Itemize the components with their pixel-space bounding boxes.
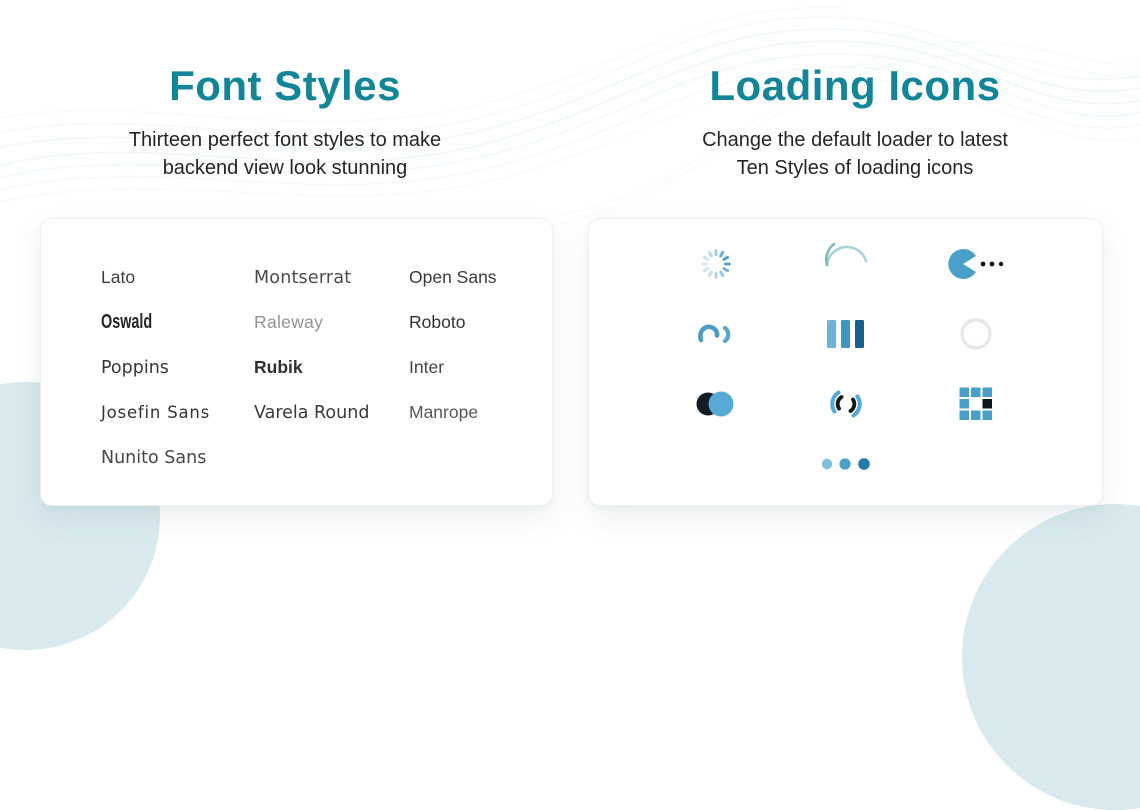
concentric-broken-rings-spinner-icon	[781, 369, 911, 439]
loaders-section	[570, 0, 1140, 506]
loading-icons-card	[588, 218, 1103, 506]
pacman-dots-spinner-icon	[911, 229, 1041, 299]
font-item-label: Josefin Sans	[101, 402, 211, 422]
font-item-label: Manrope	[409, 402, 479, 422]
thin-arc-spinner-icon	[781, 229, 911, 299]
font-item-label: Roboto	[409, 312, 466, 332]
font-item-label: Poppins	[101, 357, 169, 378]
font-item	[101, 358, 254, 378]
font-item-label: Raleway	[254, 312, 324, 332]
loading-icons-grid	[589, 219, 1102, 439]
font-item	[409, 312, 552, 333]
font-item	[254, 403, 409, 423]
loaders-section-title: Loading Icons	[709, 62, 1001, 109]
font-styles-grid	[41, 219, 552, 480]
font-item	[254, 357, 409, 378]
font-item-label: Rubik	[254, 357, 303, 377]
font-item	[101, 267, 254, 288]
loaders-subtitle-line2: Ten Styles of loading icons	[736, 157, 974, 179]
font-item	[409, 402, 552, 423]
font-item	[409, 357, 552, 378]
fonts-subtitle-line2: backend view look stunning	[162, 157, 408, 179]
font-item	[254, 268, 409, 288]
font-item-label: Inter	[409, 357, 445, 377]
fonts-section	[0, 0, 570, 506]
font-item	[101, 403, 254, 423]
font-item-label: Lato	[101, 267, 136, 287]
dashed-ring-spinner-icon	[651, 229, 781, 299]
loaders-subtitle-line1: Change the default loader to latest	[702, 129, 1008, 151]
font-item-label: Open Sans	[409, 267, 497, 287]
square-blocks-grid-spinner-icon	[911, 369, 1041, 439]
fonts-section-subtitle	[0, 126, 570, 182]
three-bars-spinner-icon	[781, 299, 911, 369]
three-dots-spinner-icon	[589, 457, 1102, 471]
font-item-label: Varela Round	[254, 402, 370, 423]
font-item	[101, 311, 254, 334]
fonts-section-title: Font Styles	[169, 62, 401, 109]
fonts-subtitle-line1: Thirteen perfect font styles to make	[128, 129, 442, 151]
font-item-label: Nunito Sans	[101, 447, 207, 468]
corner-blob-right	[962, 504, 1140, 810]
dual-overlapping-circles-spinner-icon	[651, 369, 781, 439]
font-styles-card	[40, 218, 553, 506]
loaders-section-subtitle	[570, 126, 1140, 182]
font-item	[409, 267, 552, 288]
font-item-label: Oswald	[101, 311, 153, 333]
font-item	[101, 448, 254, 468]
double-hook-arcs-spinner-icon	[651, 299, 781, 369]
gray-ring-spinner-icon	[911, 299, 1041, 369]
font-item-label: Montserrat	[254, 267, 352, 288]
font-item	[254, 312, 409, 333]
